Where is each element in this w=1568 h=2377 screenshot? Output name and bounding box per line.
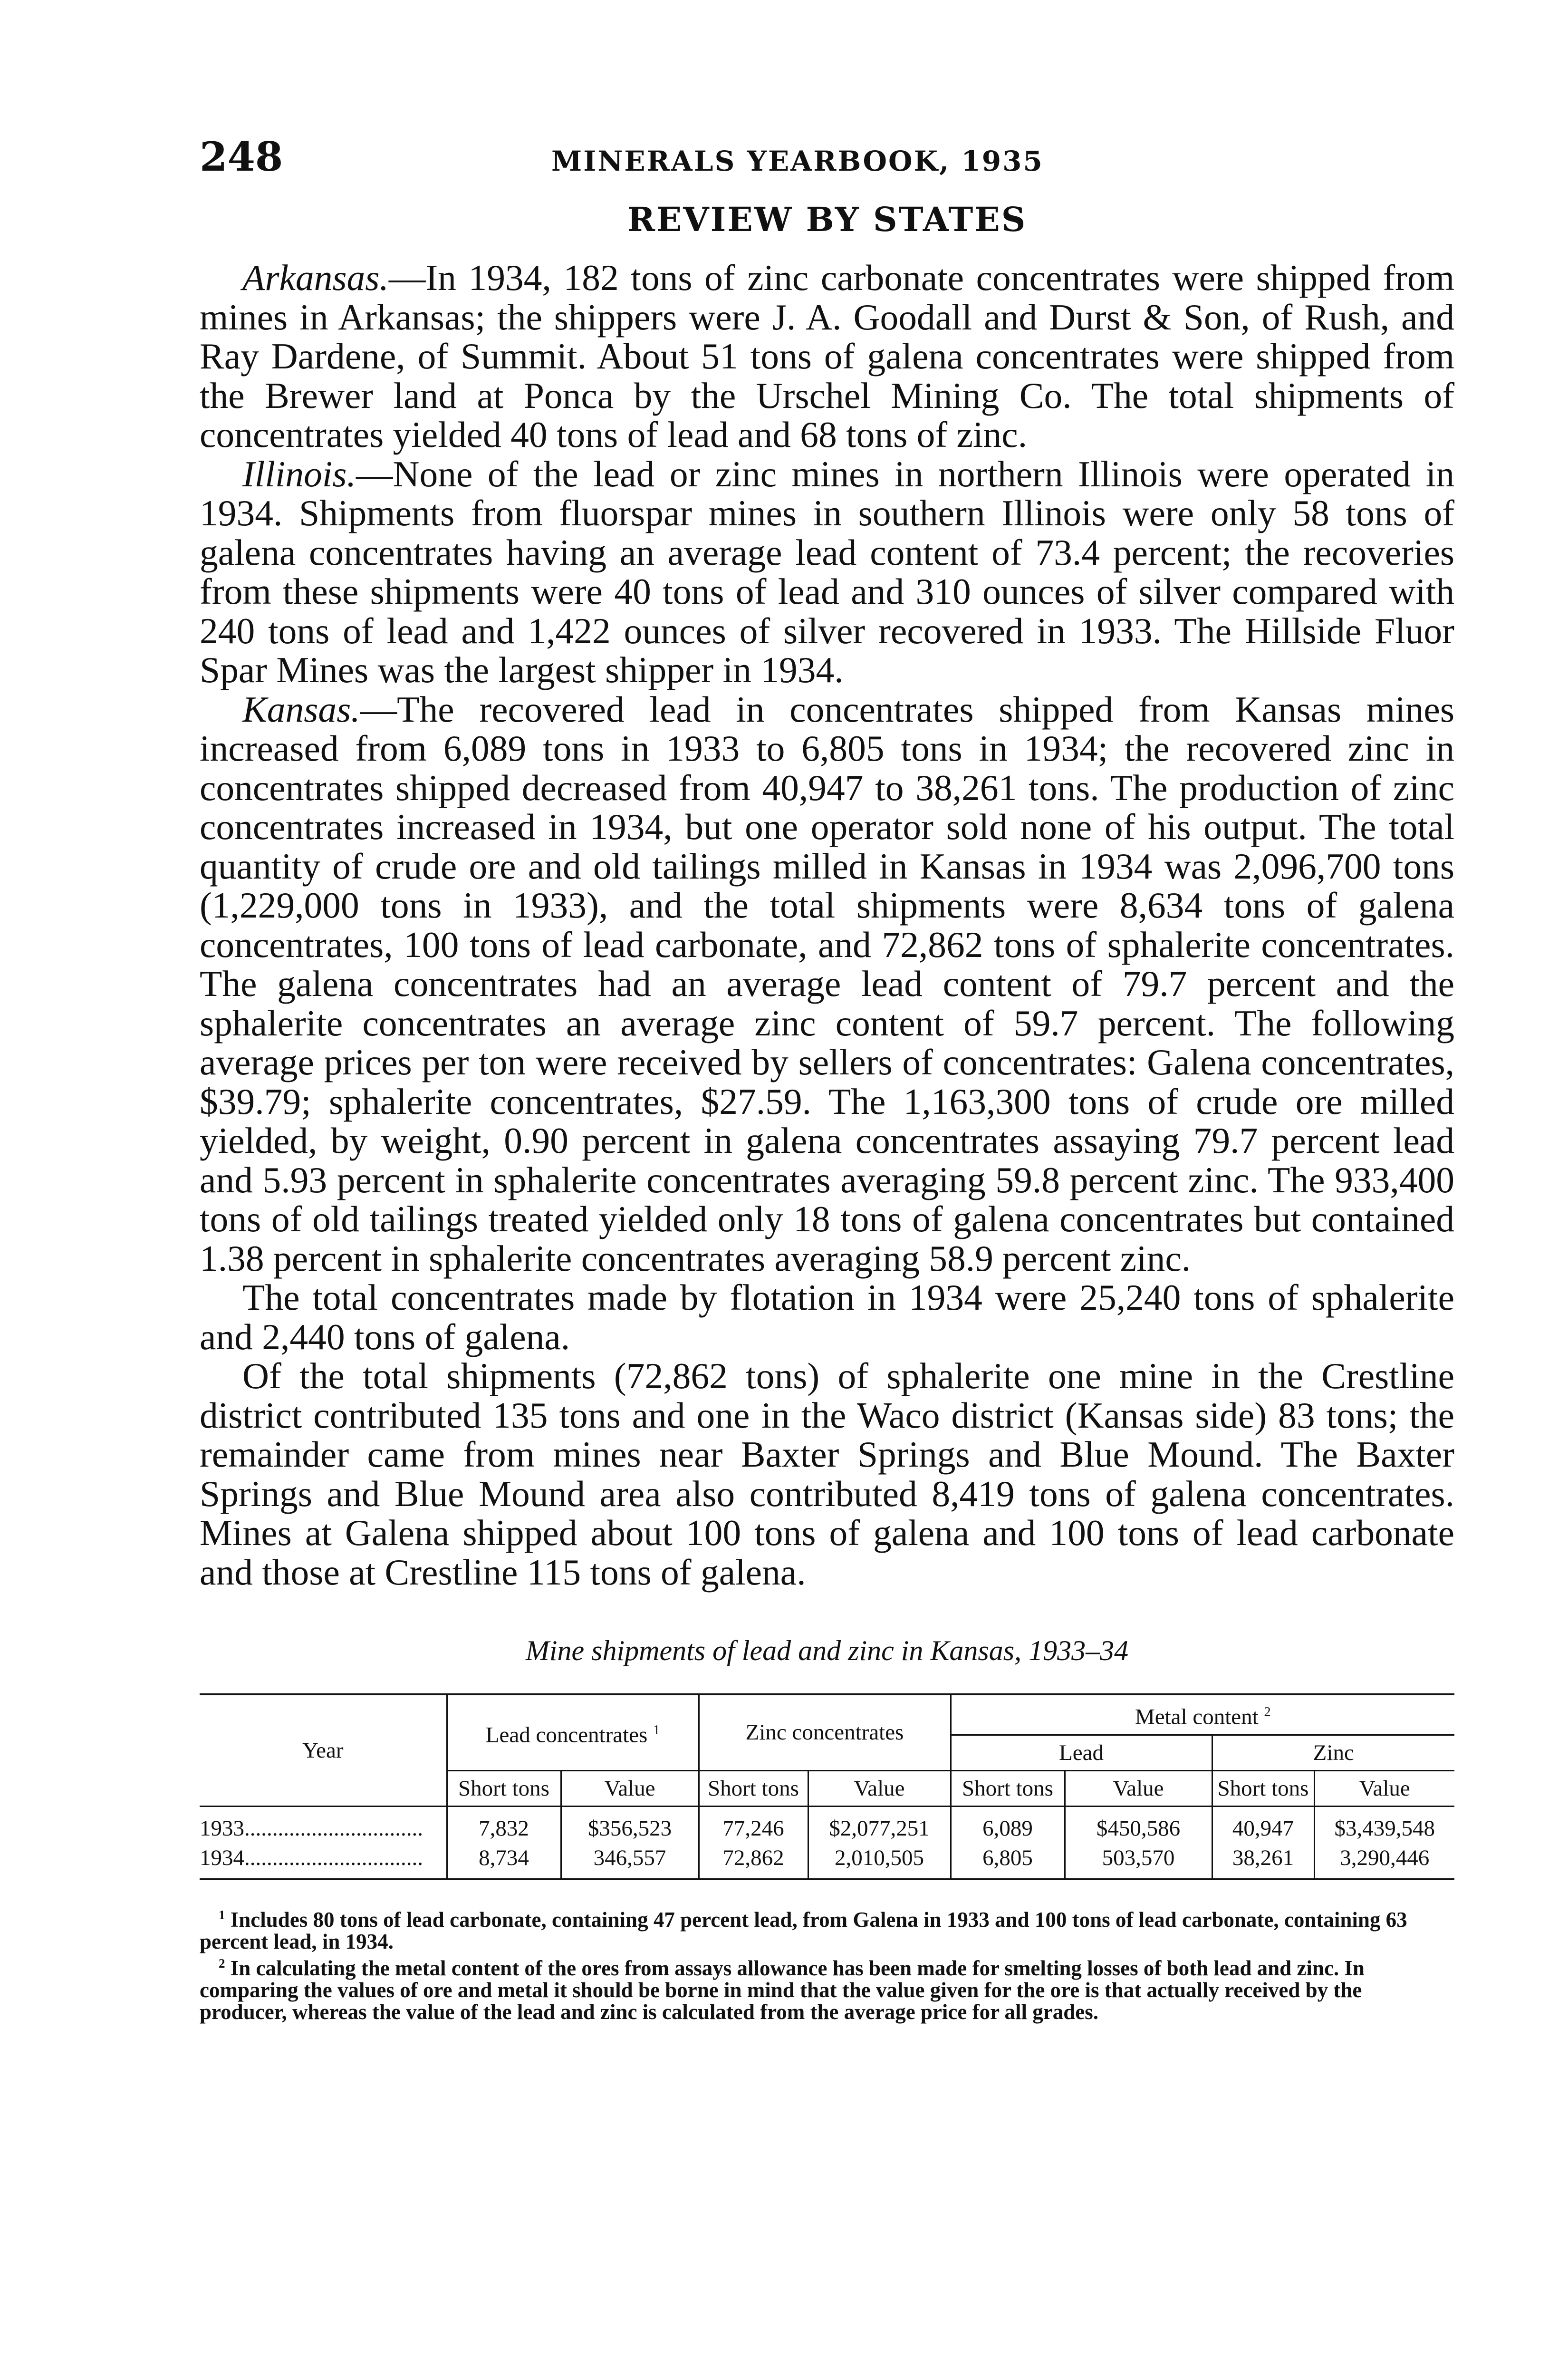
metal-lead-value-cell: 503,570 <box>1065 1843 1212 1879</box>
metal-zinc-value-cell: $3,439,548 <box>1314 1806 1454 1843</box>
paragraph-text: The total concentrates made by flotation in 1934 were 25,240 tons of sphalerite and 2,440 tons of galena. <box>200 1277 1454 1357</box>
metal-lead-value-cell: $450,586 <box>1065 1806 1212 1843</box>
state-name: Kansas. <box>242 688 360 730</box>
paragraph-text: —In 1934, 182 tons of zinc carbonate concentrates were shipped from mines in Arkansas; the shippers were J. A. Goodall and Durst & Son, of Rush, and Ray Dardene, of Summit. About 51 tons of galena concentrates were shipped from the Brewer land at Ponca by the Urschel Mining Co. The total shipments of concentrates yielded 40 tons of lead and 68 tons of zinc. <box>200 257 1454 455</box>
metal-zinc-tons-cell: 40,947 <box>1212 1806 1314 1843</box>
metal-zinc-value-cell: 3,290,446 <box>1314 1843 1454 1879</box>
lead-concentrates-header <box>447 1694 699 1770</box>
value-header: Value <box>808 1770 951 1806</box>
short-tons-header: Short tons <box>699 1770 808 1806</box>
metal-content-header <box>951 1694 1454 1735</box>
zinc-tons-cell: 72,862 <box>699 1843 808 1879</box>
footnotes <box>200 1904 1454 2023</box>
paragraph-illinois <box>200 454 1454 690</box>
footnote-1 <box>200 1904 1454 1952</box>
year-header: Year <box>200 1694 447 1806</box>
year-cell: 1934................................ <box>200 1845 423 1870</box>
paragraph-kansas <box>200 690 1454 1278</box>
paragraph-flotation <box>200 1278 1454 1356</box>
footnote-text: In calculating the metal content of the ores from assays allowance has been made for smelting losses of both lead and zinc. In comparing the values of ore and metal it should be borne in mind that the value given for the ore is that actually received by the producer, whereas the value of the lead and zinc is calculated from the average price for all grades. <box>200 1956 1365 2024</box>
value-header: Value <box>1065 1770 1212 1806</box>
lead-tons-cell: 8,734 <box>447 1843 561 1879</box>
section-title: REVIEW BY STATES <box>627 200 1027 239</box>
zinc-value-cell: $2,077,251 <box>808 1806 951 1843</box>
running-head: MINERALS YEARBOOK, 1935 <box>551 145 1044 177</box>
paragraph-arkansas <box>200 258 1454 454</box>
footnote-ref-1: 1 <box>653 1722 660 1738</box>
lead-concentrates-label: Lead concentrates <box>485 1722 648 1748</box>
state-name: Arkansas. <box>242 257 389 298</box>
metal-zinc-tons-cell: 38,261 <box>1212 1843 1314 1879</box>
year-cell: 1933................................ <box>200 1816 423 1841</box>
page <box>200 133 1454 2023</box>
footnote-mark: 2 <box>219 1956 225 1971</box>
table-caption: Mine shipments of lead and zinc in Kansas, 1933–34 <box>525 1635 1129 1666</box>
paragraph-text: —None of the lead or zinc mines in northern Illinois were operated in 1934. Shipments from fluorspar mines in southern Illinois were only 58 tons of galena concentrates having an average lead content of 73.4 percent; the recoveries from these shipments were 40 tons of lead and 310 ounces of silver compared with 240 tons of lead and 1,422 ounces of silver recovered in 1933. The Hillside Fluor Spar Mines was the largest shipper in 1934. <box>200 453 1454 690</box>
metal-lead-tons-cell: 6,805 <box>951 1843 1065 1879</box>
year-value: 1934 <box>200 1845 244 1870</box>
footnote-2 <box>200 1952 1454 2023</box>
paragraph-text: —The recovered lead in concentrates shipped from Kansas mines increased from 6,089 tons in 1933 to 6,805 tons in 1934; the recovered zinc in concentrates shipped decreased from 40,947 to 38,261 tons. The production of zinc concentrates increased in 1934, but one operator sold none of his output. The total quantity of crude ore and old tailings milled in Kansas in 1934 was 2,096,700 tons (1,229,000 tons in 1933), and the total shipments were 8,634 tons of galena concentrates, 100 tons of lead carbonate, and 72,862 tons of sphalerite concentrates. The galena concentrates had an average lead content of 79.7 percent and the sphalerite concentrates an average zinc content of 59.7 percent. The following average prices per ton were received by sellers of concentrates: Galena concentrates, $39.79; sphalerite concentrates, $27.59. The 1,163,300 tons of crude ore milled yielded, by weight, 0.90 percent in galena concentrates assaying 79.7 percent lead and 5.93 percent in sphalerite concentrates averaging 59.8 percent zinc. The 933,400 tons of old tailings treated yielded only 18 tons of galena concentrates but contained 1.38 percent in sphalerite concentrates averaging 58.9 percent zinc. <box>200 688 1454 1279</box>
lead-tons-cell: 7,832 <box>447 1806 561 1843</box>
metal-lead-header: Lead <box>951 1735 1212 1770</box>
zinc-tons-cell: 77,246 <box>699 1806 808 1843</box>
metal-content-label: Metal content <box>1135 1704 1259 1730</box>
short-tons-header: Short tons <box>951 1770 1065 1806</box>
state-name: Illinois. <box>242 453 356 494</box>
page-header <box>200 133 1454 185</box>
year-value: 1933 <box>200 1816 244 1841</box>
lead-value-cell: $356,523 <box>561 1806 699 1843</box>
zinc-value-cell: 2,010,505 <box>808 1843 951 1879</box>
footnote-ref-2: 2 <box>1264 1705 1271 1720</box>
footnote-mark: 1 <box>219 1907 225 1922</box>
metal-lead-tons-cell: 6,089 <box>951 1806 1065 1843</box>
table-row <box>200 1843 1454 1879</box>
mine-shipments-table <box>200 1693 1454 1880</box>
footnote-text: Includes 80 tons of lead carbonate, containing 47 percent lead, from Galena in 1933 and 100 tons of lead carbonate, containing 63 percent lead, in 1934. <box>200 1907 1407 1953</box>
zinc-concentrates-header: Zinc concentrates <box>699 1694 951 1770</box>
metal-zinc-header: Zinc <box>1212 1735 1454 1770</box>
lead-value-cell: 346,557 <box>561 1843 699 1879</box>
short-tons-header: Short tons <box>447 1770 561 1806</box>
short-tons-header: Short tons <box>1212 1770 1314 1806</box>
table-row <box>200 1806 1454 1843</box>
paragraph-shipments <box>200 1356 1454 1592</box>
value-header: Value <box>561 1770 699 1806</box>
value-header: Value <box>1314 1770 1454 1806</box>
paragraph-text: Of the total shipments (72,862 tons) of sphalerite one mine in the Crestline district contributed 135 tons and one in the Waco district (Kansas side) 83 tons; the remainder came from mines near Baxter Springs and Blue Mound. The Baxter Springs and Blue Mound area also contributed 8,419 tons of galena concentrates. Mines at Galena shipped about 100 tons of galena and 100 tons of lead carbonate and those at Crestline 115 tons of galena. <box>200 1355 1454 1593</box>
page-number: 248 <box>200 133 283 180</box>
